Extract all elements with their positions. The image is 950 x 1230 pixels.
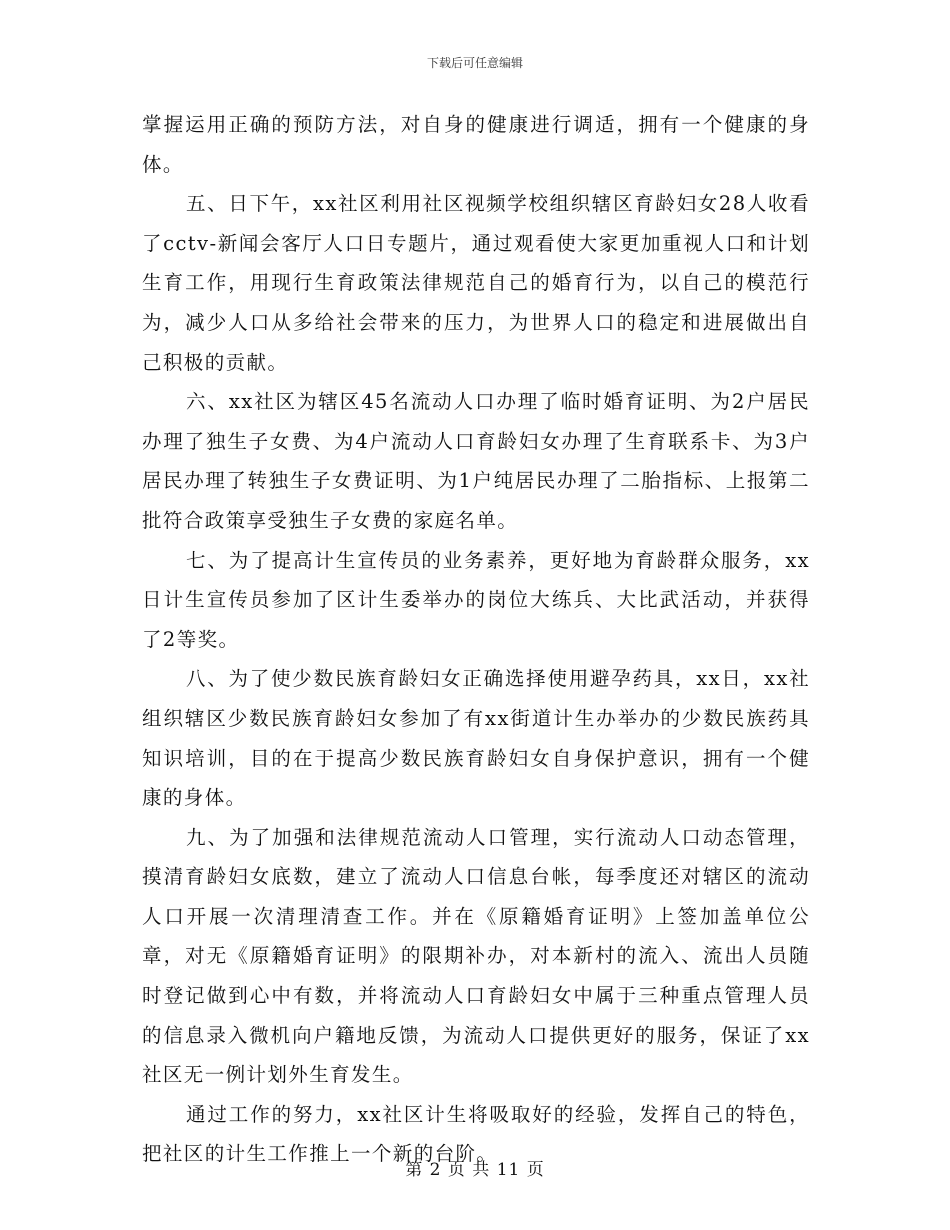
document-body [142, 105, 810, 1174]
paragraph-item-9: 九、为了加强和法律规范流动人口管理，实行流动人口动态管理，摸清育龄妇女底数，建立了流动人口信息台帐，每季度还对辖区的流动人口开展一次清理清查工作。并在《原籍婚育证明》上签加盖单位公章，对无《原籍婚育证明》的限期补办，对本新村的流入、流出人员随时登记做到心中有数，并将流动人口育龄妇女中属于三种重点管理人员的信息录入微机向户籍地反馈，为流动人口提供更好的服务，保证了xx社区无一例计划外生育发生。 [142, 825, 810, 1087]
paragraph-item-5: 五、日下午，xx社区利用社区视频学校组织辖区育龄妇女28人收看了cctv-新闻会客厅人口日专题片，通过观看使大家更加重视人口和计划生育工作，用现行生育政策法律规范自己的婚育行为，以自己的模范行为，减少人口从多给社会带来的压力，为世界人口的稳定和进展做出自己积极的贡献。 [142, 192, 810, 374]
paragraph-item-7: 七、为了提高计生宣传员的业务素养，更好地为育龄群众服务，xx日计生宣传员参加了区计生委举办的岗位大练兵、大比武活动，并获得了2等奖。 [142, 548, 810, 651]
paragraph-conclusion: 通过工作的努力，xx社区计生将吸取好的经验，发挥自己的特色，把社区的计生工作推上一个新的台阶。 [142, 1102, 810, 1166]
paragraph-item-8: 八、为了使少数民族育龄妇女正确选择使用避孕药具，xx日，xx社组织辖区少数民族育龄妇女参加了有xx街道计生办举办的少数民族药具知识培训，目的在于提高少数民族育龄妇女自身保护意识，拥有一个健康的身体。 [142, 667, 810, 810]
paragraph-continuation: 掌握运用正确的预防方法，对自身的健康进行调适，拥有一个健康的身体。 [142, 113, 810, 176]
page-header: 下载后可任意编辑 [426, 56, 523, 70]
paragraph-item-6: 六、xx社区为辖区45名流动人口办理了临时婚育证明、为2户居民办理了独生子女费、为4户流动人口育龄妇女办理了生育联系卡、为3户居民办理了转独生子女费证明、为1户纯居民办理了二胎指标、上报第二批符合政策享受独生子女费的家庭名单。 [142, 390, 810, 532]
page-number-footer: 第 2 页 共 11 页 [405, 1160, 545, 1180]
